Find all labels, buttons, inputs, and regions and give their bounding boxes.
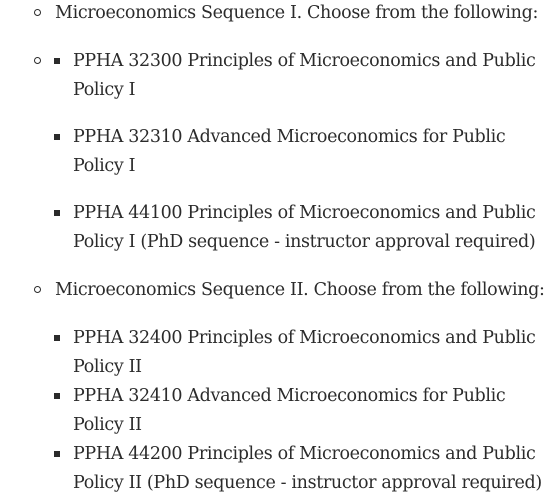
square-bullet-icon xyxy=(54,210,60,216)
square-bullet-icon xyxy=(54,335,60,341)
square-bullet-icon xyxy=(54,393,60,399)
course-title-line-2: Policy I (PhD sequence - instructor approval required) xyxy=(73,232,536,252)
course-title-line-2: Policy II xyxy=(73,357,142,377)
square-bullet-icon xyxy=(54,58,60,64)
course-title-line-2: Policy I xyxy=(73,156,136,176)
course-title-line-2: Policy II (PhD sequence - instructor approval required) xyxy=(73,473,542,493)
square-bullet-icon xyxy=(54,134,60,140)
course-title-line-2: Policy II xyxy=(73,415,142,435)
circle-bullet-icon xyxy=(34,57,41,64)
course-title-line-1: PPHA 44100 Principles of Microeconomics and Public xyxy=(73,203,536,223)
course-title-line-1: PPHA 44200 Principles of Microeconomics and Public xyxy=(73,444,536,464)
circle-bullet-icon xyxy=(34,9,41,16)
square-bullet-icon xyxy=(54,451,60,457)
course-title-line-1: PPHA 32410 Advanced Microeconomics for Public xyxy=(73,386,506,406)
course-title-line-1: PPHA 32300 Principles of Microeconomics and Public xyxy=(73,51,536,71)
course-title-line-1: PPHA 32400 Principles of Microeconomics and Public xyxy=(73,328,536,348)
course-title-line-2: Policy I xyxy=(73,80,136,100)
circle-bullet-icon xyxy=(34,286,41,293)
sequence-2-title: Microeconomics Sequence II. Choose from the following: xyxy=(55,280,545,300)
course-title-line-1: PPHA 32310 Advanced Microeconomics for Public xyxy=(73,127,506,147)
sequence-1-title: Microeconomics Sequence I. Choose from the following: xyxy=(55,3,538,23)
